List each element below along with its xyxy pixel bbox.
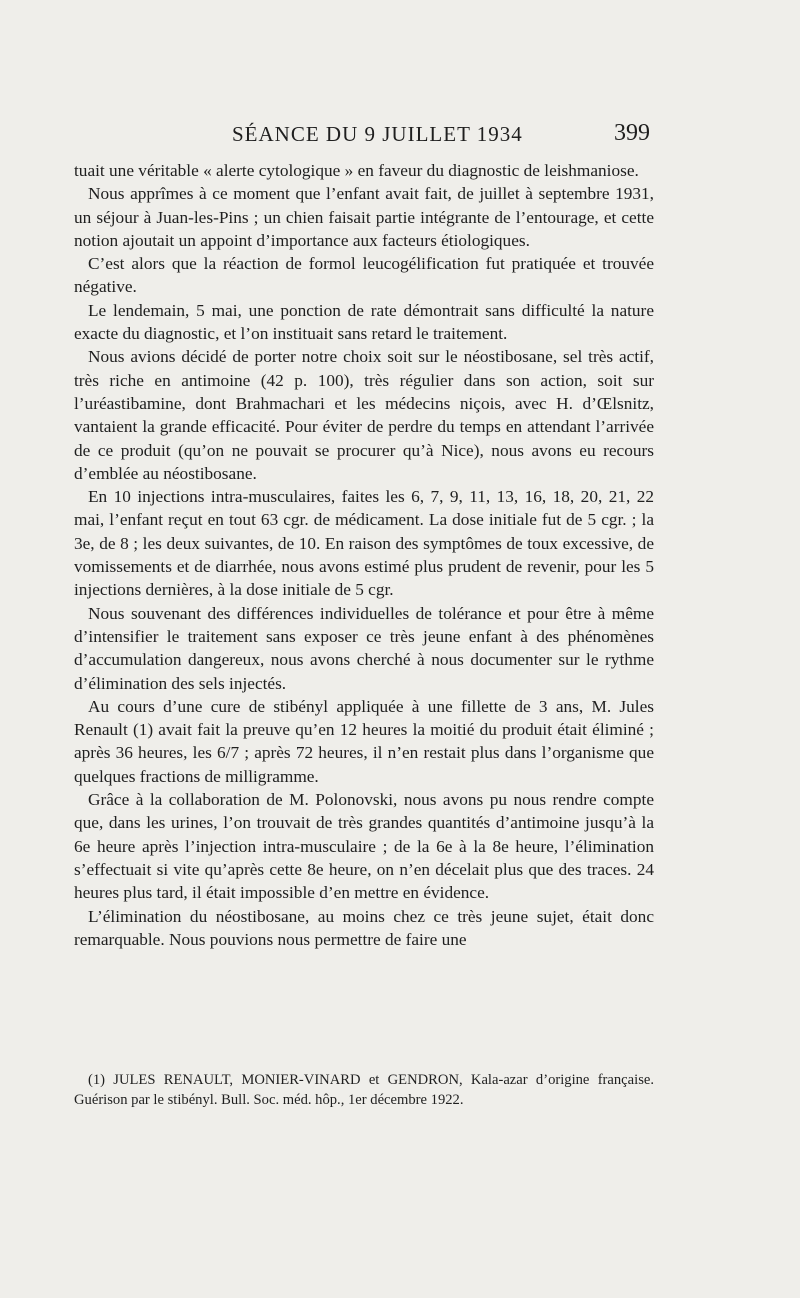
- paragraph: tuait une véritable « alerte cytologique » en faveur du diagnostic de leishmaniose.: [74, 161, 639, 180]
- paragraph: Nous souvenant des différences individuelles de tolérance et pour être à même d’intensifier le traitement sans exposer ce très jeune enfant à des phénomènes d’accumulation dangereux, nous avons cherché à nous documenter sur le rythme d’élimination des sels injectés.: [74, 603, 654, 693]
- paragraph: Nous avions décidé de porter notre choix soit sur le néostibosane, sel très actif, très riche en antimoine (42 p. 100), très régulier dans son action, soit sur l’uréastibamine, dont Brahmachari et les médecins niçois, avec H. d’Œlsnitz, vantaient la grande efficacité. Pour éviter de perdre du temps en attendant l’arrivée de ce produit (qu’on ne pouvait se procurer qu’à Nice), nous avons eu recours d’emblée au néostibosane.: [74, 347, 654, 483]
- paragraph: L’élimination du néostibosane, au moins chez ce très jeune sujet, était donc remarquable. Nous pouvions nous permettre de faire une: [74, 906, 654, 949]
- body-text: [74, 159, 654, 951]
- paragraph: Grâce à la collaboration de M. Polonovski, nous avons pu nous rendre compte que, dans les urines, l’on trouvait de très grandes quantités d’antimoine jusqu’à la 6e heure après l’injection intra-musculaire ; de la 6e à la 8e heure, l’élimination s’effectuait si vite qu’après cette 8e heure, on n’en décelait plus que des traces. 24 heures plus tard, il était impossible d’en mettre en évidence.: [74, 790, 654, 903]
- paragraph: Le lendemain, 5 mai, une ponction de rate démontrait sans difficulté la nature exacte du diagnostic, et l’on instituait sans retard le traitement.: [74, 300, 654, 344]
- paragraph: En 10 injections intra-musculaires, faites les 6, 7, 9, 11, 13, 16, 18, 20, 21, 22 mai, l’enfant reçut en tout 63 cgr. de médicament. La dose initiale fut de 5 cgr. ; la 3e, de 8 ; les deux suivantes, de 10. En raison des symptômes de toux excessive, de vomissements et de diarrhée, nous avons estimé plus prudent de revenir, pour les 5 injections dernières, à la dose initiale de 5 cgr.: [74, 487, 654, 600]
- footnote: [74, 1071, 654, 1110]
- page-header: [0, 118, 800, 152]
- paragraph: C’est alors que la réaction de formol leucogélification fut pratiquée et trouvée négative.: [74, 254, 654, 297]
- running-title: SÉANCE DU 9 JUILLET 1934: [232, 122, 523, 146]
- footnote-text: (1) JULES RENAULT, MONIER-VINARD et GENDRON, Kala-azar d’origine française. Guérison par le stibényl. Bull. Soc. méd. hôp., 1er décembre 1922.: [74, 1072, 654, 1108]
- paragraph: Au cours d’une cure de stibényl appliquée à une fillette de 3 ans, M. Jules Renault (1) avait fait la preuve qu’en 12 heures la moitié du produit était éliminé ; après 36 heures, les 6/7 ; après 72 heures, il n’en restait plus dans l’organisme que quelques fractions de milligramme.: [74, 696, 654, 786]
- page-number: 399: [614, 120, 650, 146]
- paragraph: Nous apprîmes à ce moment que l’enfant avait fait, de juillet à septembre 1931, un séjour à Juan-les-Pins ; un chien faisait partie intégrante de l’entourage, et cette notion ajoutait un appoint d’importance aux facteurs étiologiques.: [74, 184, 654, 250]
